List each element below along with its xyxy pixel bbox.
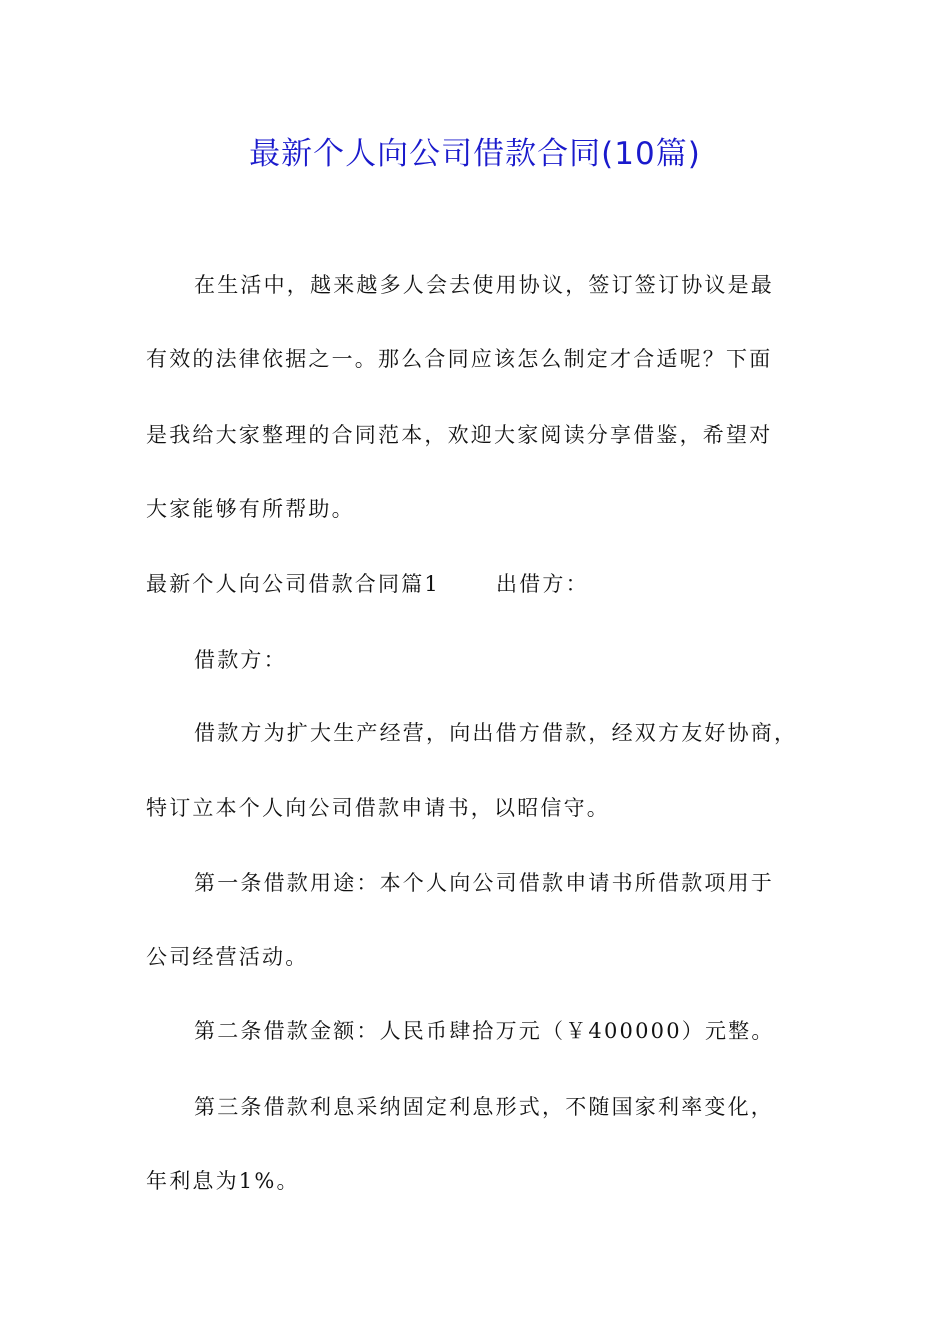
intro-line-3: 是我给大家整理的合同范本，欢迎大家阅读分享借鉴，希望对: [146, 423, 773, 447]
purpose-line-1: 借款方为扩大生产经营，向出借方借款，经双方友好协商，: [194, 721, 798, 745]
article-1-line-1: 第一条借款用途：本个人向公司借款申请书所借款项用于: [194, 871, 774, 895]
article-1-line-2: 公司经营活动。: [146, 945, 309, 969]
document-title: 最新个人向公司借款合同(10篇): [249, 136, 701, 172]
article-3-line-2: 年利息为1%。: [146, 1169, 300, 1193]
article-2-line: 第二条借款金额：人民币肆拾万元（￥400000）元整。: [194, 1019, 775, 1043]
intro-line-1: 在生活中，越来越多人会去使用协议，签订签订协议是最: [194, 273, 774, 297]
borrower-label: 借款方：: [194, 648, 287, 672]
intro-line-4: 大家能够有所帮助。: [146, 497, 355, 521]
intro-line-2: 有效的法律依据之一。那么合同应该怎么制定才合适呢？下面: [146, 347, 773, 371]
section-heading-line: [146, 569, 589, 599]
section-heading: 最新个人向公司借款合同篇1: [146, 572, 440, 596]
article-3-line-1: 第三条借款利息采纳固定利息形式，不随国家利率变化，: [194, 1095, 774, 1119]
purpose-line-2: 特订立本个人向公司借款申请书，以昭信守。: [146, 796, 610, 820]
lender-label: 出借方：: [495, 572, 589, 596]
